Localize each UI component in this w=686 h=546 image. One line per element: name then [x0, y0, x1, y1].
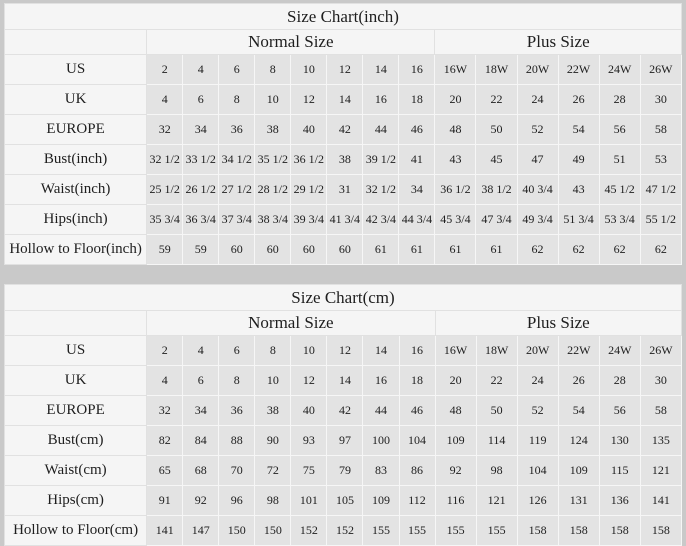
size-value-cell: 34 — [183, 115, 219, 145]
table-row — [5, 145, 682, 175]
size-value-cell: 44 3/4 — [399, 205, 435, 235]
size-value-cell: 2 — [147, 336, 183, 366]
size-value-cell: 155 — [435, 516, 476, 546]
size-value-cell: 47 — [517, 145, 558, 175]
size-value-cell: 32 1/2 — [363, 175, 399, 205]
table-row — [5, 55, 682, 85]
size-value-cell: 79 — [327, 456, 363, 486]
size-value-cell: 26W — [640, 55, 681, 85]
size-value-cell: 104 — [399, 426, 435, 456]
row-label: Hips(cm) — [5, 486, 147, 516]
size-value-cell: 38 — [327, 145, 363, 175]
size-value-cell: 97 — [327, 426, 363, 456]
size-value-cell: 36 3/4 — [183, 205, 219, 235]
size-value-cell: 31 — [327, 175, 363, 205]
row-label: Waist(inch) — [5, 175, 147, 205]
size-value-cell: 32 — [147, 115, 183, 145]
group-header-row — [5, 311, 682, 336]
size-value-cell: 10 — [291, 336, 327, 366]
size-value-cell: 30 — [640, 85, 681, 115]
size-value-cell: 42 — [327, 115, 363, 145]
size-value-cell: 6 — [219, 336, 255, 366]
size-value-cell: 96 — [219, 486, 255, 516]
size-value-cell: 60 — [327, 235, 363, 265]
size-value-cell: 41 3/4 — [327, 205, 363, 235]
plus-size-header: Plus Size — [435, 311, 681, 336]
size-value-cell: 50 — [476, 115, 517, 145]
size-value-cell: 101 — [291, 486, 327, 516]
size-value-cell: 155 — [476, 516, 517, 546]
size-value-cell: 158 — [640, 516, 681, 546]
size-value-cell: 34 — [183, 396, 219, 426]
size-value-cell: 16 — [363, 85, 399, 115]
size-value-cell: 24W — [599, 336, 640, 366]
size-value-cell: 32 — [147, 396, 183, 426]
row-label: Hips(inch) — [5, 205, 147, 235]
size-value-cell: 100 — [363, 426, 399, 456]
size-value-cell: 121 — [640, 456, 681, 486]
size-value-cell: 62 — [558, 235, 599, 265]
size-value-cell: 22W — [558, 336, 599, 366]
normal-size-header: Normal Size — [147, 30, 435, 55]
size-value-cell: 34 — [399, 175, 435, 205]
size-value-cell: 58 — [640, 396, 681, 426]
size-value-cell: 28 — [599, 366, 640, 396]
size-value-cell: 6 — [183, 366, 219, 396]
size-value-cell: 158 — [517, 516, 558, 546]
size-value-cell: 49 — [558, 145, 599, 175]
size-value-cell: 62 — [599, 235, 640, 265]
size-value-cell: 27 1/2 — [219, 175, 255, 205]
table-row — [5, 486, 682, 516]
size-value-cell: 56 — [599, 115, 640, 145]
size-value-cell: 49 3/4 — [517, 205, 558, 235]
size-value-cell: 34 1/2 — [219, 145, 255, 175]
size-value-cell: 92 — [183, 486, 219, 516]
row-label: US — [5, 55, 147, 85]
size-value-cell: 131 — [558, 486, 599, 516]
size-value-cell: 40 — [291, 115, 327, 145]
size-value-cell: 45 1/2 — [599, 175, 640, 205]
size-value-cell: 16 — [399, 55, 435, 85]
size-value-cell: 36 — [219, 396, 255, 426]
size-value-cell: 46 — [399, 115, 435, 145]
size-value-cell: 158 — [558, 516, 599, 546]
size-value-cell: 48 — [435, 396, 476, 426]
size-value-cell: 38 1/2 — [476, 175, 517, 205]
row-label: Hollow to Floor(inch) — [5, 235, 147, 265]
size-value-cell: 10 — [255, 85, 291, 115]
size-value-cell: 60 — [219, 235, 255, 265]
size-value-cell: 44 — [363, 115, 399, 145]
size-value-cell: 45 — [476, 145, 517, 175]
size-value-cell: 60 — [291, 235, 327, 265]
size-value-cell: 14 — [363, 55, 399, 85]
table-row — [5, 366, 682, 396]
row-label: Hollow to Floor(cm) — [5, 516, 147, 546]
title-row — [5, 4, 682, 30]
corner-cell — [5, 311, 147, 336]
size-value-cell: 70 — [219, 456, 255, 486]
size-value-cell: 8 — [255, 55, 291, 85]
size-value-cell: 152 — [327, 516, 363, 546]
table-title-cm: Size Chart(cm) — [5, 285, 682, 311]
plus-size-header: Plus Size — [435, 30, 682, 55]
size-value-cell: 54 — [558, 115, 599, 145]
row-label: Bust(inch) — [5, 145, 147, 175]
size-value-cell: 61 — [476, 235, 517, 265]
size-value-cell: 56 — [599, 396, 640, 426]
size-value-cell: 75 — [291, 456, 327, 486]
table-row — [5, 115, 682, 145]
size-value-cell: 12 — [327, 55, 363, 85]
title-row — [5, 285, 682, 311]
size-value-cell: 22 — [476, 366, 517, 396]
size-value-cell: 16W — [435, 336, 476, 366]
normal-size-header: Normal Size — [147, 311, 435, 336]
size-value-cell: 92 — [435, 456, 476, 486]
size-value-cell: 47 3/4 — [476, 205, 517, 235]
size-value-cell: 20W — [517, 336, 558, 366]
table-row — [5, 235, 682, 265]
size-value-cell: 121 — [476, 486, 517, 516]
row-label: UK — [5, 85, 147, 115]
size-value-cell: 36 1/2 — [291, 145, 327, 175]
size-value-cell: 39 1/2 — [363, 145, 399, 175]
size-value-cell: 32 1/2 — [147, 145, 183, 175]
size-value-cell: 119 — [517, 426, 558, 456]
size-value-cell: 40 — [291, 396, 327, 426]
size-value-cell: 112 — [399, 486, 435, 516]
size-value-cell: 28 1/2 — [255, 175, 291, 205]
size-value-cell: 18W — [476, 336, 517, 366]
size-value-cell: 52 — [517, 396, 558, 426]
size-value-cell: 83 — [363, 456, 399, 486]
size-value-cell: 16 — [363, 366, 399, 396]
size-value-cell: 16 — [399, 336, 435, 366]
size-value-cell: 26W — [640, 336, 681, 366]
size-value-cell: 8 — [219, 85, 255, 115]
size-value-cell: 86 — [399, 456, 435, 486]
size-value-cell: 53 3/4 — [599, 205, 640, 235]
size-value-cell: 42 3/4 — [363, 205, 399, 235]
size-value-cell: 24W — [599, 55, 640, 85]
size-value-cell: 88 — [219, 426, 255, 456]
size-value-cell: 42 — [327, 396, 363, 426]
size-value-cell: 52 — [517, 115, 558, 145]
size-value-cell: 47 1/2 — [640, 175, 681, 205]
size-value-cell: 135 — [640, 426, 681, 456]
size-value-cell: 36 — [219, 115, 255, 145]
size-value-cell: 18W — [476, 55, 517, 85]
size-value-cell: 16W — [435, 55, 476, 85]
size-value-cell: 38 3/4 — [255, 205, 291, 235]
size-value-cell: 22W — [558, 55, 599, 85]
size-value-cell: 62 — [517, 235, 558, 265]
size-value-cell: 6 — [219, 55, 255, 85]
table-row — [5, 85, 682, 115]
size-value-cell: 109 — [435, 426, 476, 456]
size-value-cell: 4 — [183, 55, 219, 85]
table-row — [5, 396, 682, 426]
size-value-cell: 12 — [291, 85, 327, 115]
size-value-cell: 61 — [399, 235, 435, 265]
size-value-cell: 2 — [147, 55, 183, 85]
size-value-cell: 109 — [363, 486, 399, 516]
size-value-cell: 61 — [363, 235, 399, 265]
size-value-cell: 65 — [147, 456, 183, 486]
size-value-cell: 26 1/2 — [183, 175, 219, 205]
size-value-cell: 45 3/4 — [435, 205, 476, 235]
size-value-cell: 104 — [517, 456, 558, 486]
size-value-cell: 90 — [255, 426, 291, 456]
size-chart-cm-table — [4, 284, 682, 546]
size-value-cell: 38 — [255, 115, 291, 145]
table-row — [5, 336, 682, 366]
size-value-cell: 35 3/4 — [147, 205, 183, 235]
size-value-cell: 55 1/2 — [640, 205, 681, 235]
size-value-cell: 20W — [517, 55, 558, 85]
size-value-cell: 43 — [558, 175, 599, 205]
size-value-cell: 39 3/4 — [291, 205, 327, 235]
size-value-cell: 44 — [363, 396, 399, 426]
size-value-cell: 130 — [599, 426, 640, 456]
table-row — [5, 456, 682, 486]
size-value-cell: 18 — [399, 85, 435, 115]
size-value-cell: 141 — [147, 516, 183, 546]
size-value-cell: 6 — [183, 85, 219, 115]
size-value-cell: 155 — [399, 516, 435, 546]
size-value-cell: 35 1/2 — [255, 145, 291, 175]
size-value-cell: 62 — [640, 235, 681, 265]
size-value-cell: 18 — [399, 366, 435, 396]
size-value-cell: 8 — [219, 366, 255, 396]
size-value-cell: 147 — [183, 516, 219, 546]
table-row — [5, 516, 682, 546]
size-value-cell: 33 1/2 — [183, 145, 219, 175]
size-value-cell: 158 — [599, 516, 640, 546]
size-value-cell: 26 — [558, 85, 599, 115]
size-value-cell: 22 — [476, 85, 517, 115]
size-value-cell: 68 — [183, 456, 219, 486]
size-value-cell: 28 — [599, 85, 640, 115]
size-value-cell: 24 — [517, 85, 558, 115]
row-label: EUROPE — [5, 396, 147, 426]
size-value-cell: 59 — [147, 235, 183, 265]
size-value-cell: 141 — [640, 486, 681, 516]
size-value-cell: 136 — [599, 486, 640, 516]
size-value-cell: 115 — [599, 456, 640, 486]
size-value-cell: 50 — [476, 396, 517, 426]
row-label: UK — [5, 366, 147, 396]
size-value-cell: 4 — [183, 336, 219, 366]
size-value-cell: 40 3/4 — [517, 175, 558, 205]
size-value-cell: 10 — [255, 366, 291, 396]
size-value-cell: 60 — [255, 235, 291, 265]
row-label: EUROPE — [5, 115, 147, 145]
size-value-cell: 14 — [327, 85, 363, 115]
size-value-cell: 36 1/2 — [435, 175, 476, 205]
table-row — [5, 175, 682, 205]
size-value-cell: 12 — [327, 336, 363, 366]
size-value-cell: 98 — [476, 456, 517, 486]
size-value-cell: 116 — [435, 486, 476, 516]
size-value-cell: 124 — [558, 426, 599, 456]
size-value-cell: 4 — [147, 366, 183, 396]
table-title-inch: Size Chart(inch) — [5, 4, 682, 30]
size-value-cell: 38 — [255, 396, 291, 426]
size-value-cell: 12 — [291, 366, 327, 396]
size-value-cell: 43 — [435, 145, 476, 175]
size-value-cell: 8 — [255, 336, 291, 366]
size-value-cell: 51 3/4 — [558, 205, 599, 235]
size-value-cell: 91 — [147, 486, 183, 516]
size-value-cell: 93 — [291, 426, 327, 456]
size-value-cell: 10 — [291, 55, 327, 85]
size-value-cell: 150 — [219, 516, 255, 546]
size-value-cell: 98 — [255, 486, 291, 516]
size-value-cell: 126 — [517, 486, 558, 516]
row-label: Bust(cm) — [5, 426, 147, 456]
size-value-cell: 82 — [147, 426, 183, 456]
size-value-cell: 105 — [327, 486, 363, 516]
size-value-cell: 53 — [640, 145, 681, 175]
size-value-cell: 84 — [183, 426, 219, 456]
size-chart-inch-table — [4, 3, 682, 265]
size-value-cell: 30 — [640, 366, 681, 396]
size-value-cell: 37 3/4 — [219, 205, 255, 235]
size-value-cell: 26 — [558, 366, 599, 396]
table-row — [5, 205, 682, 235]
size-value-cell: 59 — [183, 235, 219, 265]
size-value-cell: 152 — [291, 516, 327, 546]
size-value-cell: 51 — [599, 145, 640, 175]
size-value-cell: 25 1/2 — [147, 175, 183, 205]
size-value-cell: 4 — [147, 85, 183, 115]
size-value-cell: 14 — [363, 336, 399, 366]
size-value-cell: 61 — [435, 235, 476, 265]
size-value-cell: 54 — [558, 396, 599, 426]
size-value-cell: 109 — [558, 456, 599, 486]
size-value-cell: 29 1/2 — [291, 175, 327, 205]
size-value-cell: 155 — [363, 516, 399, 546]
size-value-cell: 48 — [435, 115, 476, 145]
size-value-cell: 58 — [640, 115, 681, 145]
size-value-cell: 14 — [327, 366, 363, 396]
size-value-cell: 20 — [435, 366, 476, 396]
size-value-cell: 114 — [476, 426, 517, 456]
group-header-row — [5, 30, 682, 55]
table-row — [5, 426, 682, 456]
size-value-cell: 41 — [399, 145, 435, 175]
size-value-cell: 72 — [255, 456, 291, 486]
size-value-cell: 24 — [517, 366, 558, 396]
row-label: US — [5, 336, 147, 366]
size-value-cell: 46 — [399, 396, 435, 426]
size-value-cell: 150 — [255, 516, 291, 546]
size-value-cell: 20 — [435, 85, 476, 115]
row-label: Waist(cm) — [5, 456, 147, 486]
corner-cell — [5, 30, 147, 55]
